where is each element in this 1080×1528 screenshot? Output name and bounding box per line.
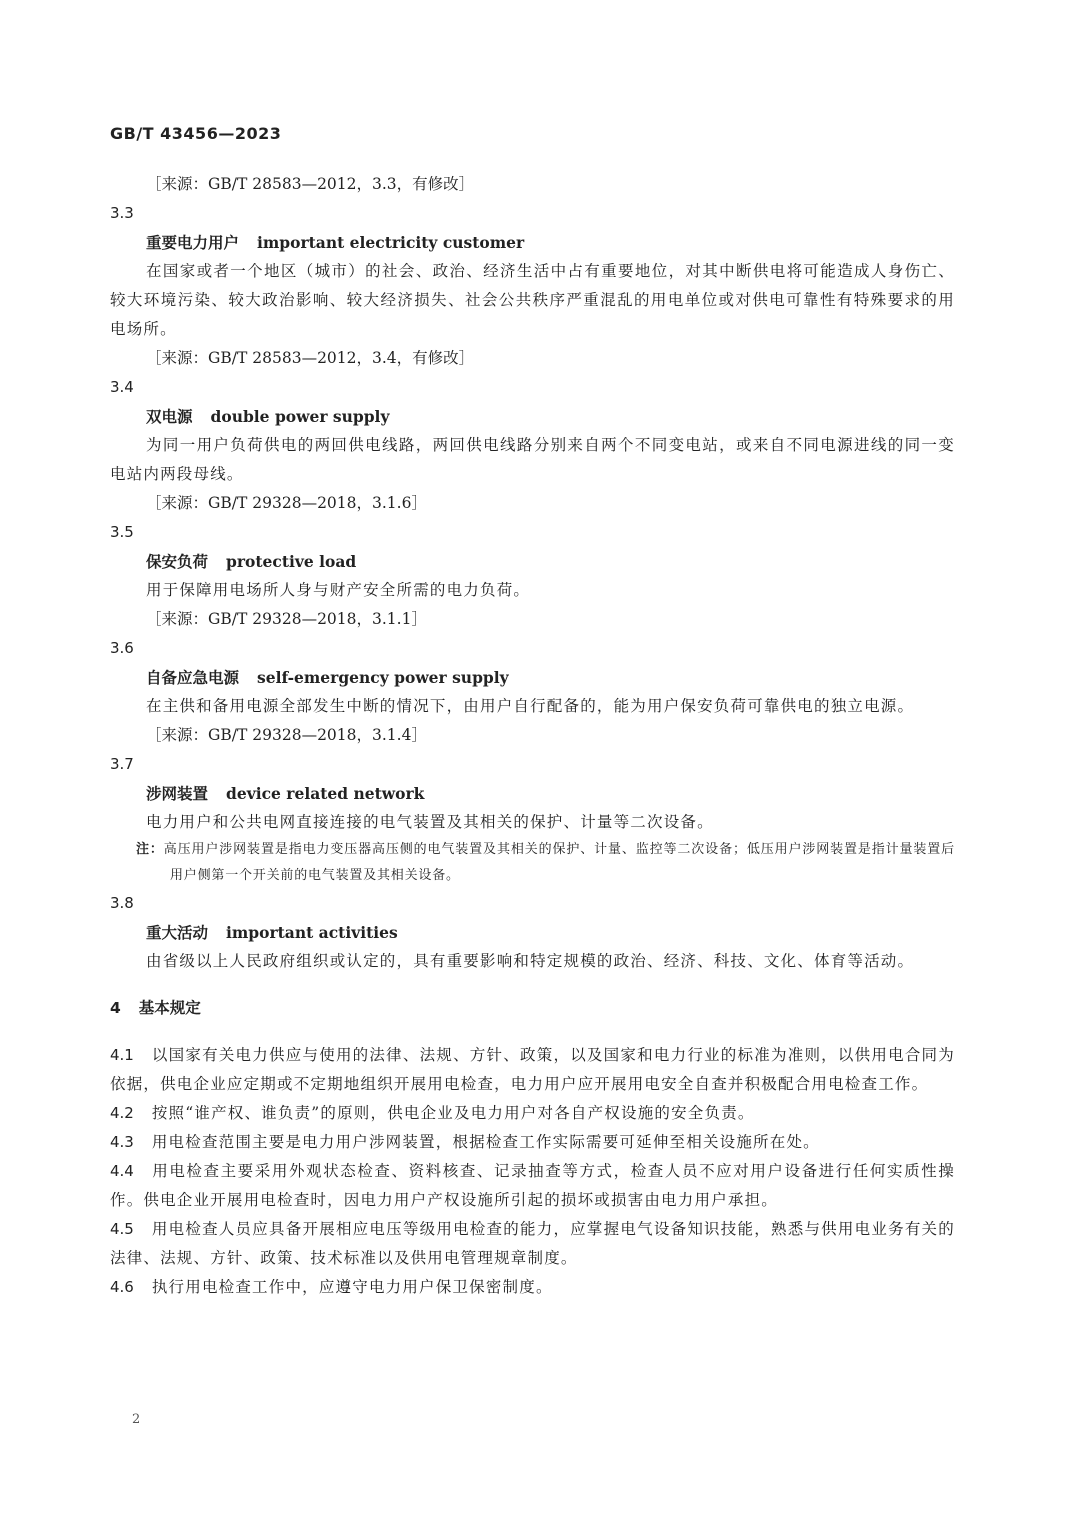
clause-4-3 [110,1128,955,1157]
clause-4-2 [110,1099,955,1128]
page-number: 2 [132,1412,141,1427]
clause-4-4 [110,1157,955,1215]
entry-number-3-3: 3.3 [110,204,134,222]
source-3-2: ［来源：GB/T 28583—2012，3.3，有修改］ [146,175,475,193]
section-heading-4 [110,994,955,1023]
term-3-6 [110,663,955,692]
definition-3-3: 在国家或者一个地区（城市）的社会、政治、经济生活中占有重要地位，对其中断供电将可能造成人身伤亡、较大环境污染、较大政治影响、较大经济损失、社会公共秩序严重混乱的用电单位或对供电可靠性有特殊要求的用电场所。 [110,262,955,338]
entry-number-3-6: 3.6 [110,639,134,657]
clause-text: 以国家有关电力供应与使用的法律、法规、方针、政策，以及国家和电力行业的标准为准则，以供用电合同为依据，供电企业应定期或不定期地组织开展用电检查，电力用户应开展用电安全自查并积极配合用电检查工作。 [110,1046,955,1093]
section-title: 基本规定 [138,999,201,1017]
definition-3-8: 由省级以上人民政府组织或认定的，具有重要影响和特定规模的政治、经济、科技、文化、体育等活动。 [146,952,915,970]
term-cn: 重要电力用户 [146,233,240,252]
clause-4-5 [110,1215,955,1273]
term-3-3 [110,228,955,257]
term-cn: 自备应急电源 [146,668,240,687]
clause-text: 用电检查主要采用外观状态检查、资料核查、记录抽查等方式，检查人员不应对用户设备进行任何实质性操作。供电企业开展用电检查时，因电力用户产权设施所引起的损坏或损害由电力用户承担。 [110,1162,955,1209]
definition-3-6: 在主供和备用电源全部发生中断的情况下，由用户自行配备的，能为用户保安负荷可靠供电的独立电源。 [146,697,915,715]
term-en: protective load [226,552,357,571]
term-en: self-emergency power supply [257,668,509,687]
source-3-5: ［来源：GB/T 29328—2018，3.1.1］ [146,610,427,628]
entry-number-3-8: 3.8 [110,894,134,912]
term-3-7 [110,779,955,808]
term-cn: 双电源 [146,407,193,426]
document-body [110,170,955,1302]
clause-text: 用电检查范围主要是电力用户涉网装置，根据检查工作实际需要可延伸至相关设施所在处。 [151,1133,820,1151]
entry-number-3-7: 3.7 [110,755,134,773]
note-3-7 [110,837,955,889]
term-en: double power supply [210,407,390,426]
term-3-4 [110,402,955,431]
clause-text: 按照“谁产权、谁负责”的原则，供电企业及电力用户对各自产权设施的安全负责。 [151,1104,755,1122]
clause-text: 执行用电检查工作中，应遵守电力用户保卫保密制度。 [151,1278,553,1296]
term-cn: 保安负荷 [146,552,209,571]
source-3-3: ［来源：GB/T 28583—2012，3.4，有修改］ [146,349,475,367]
source-3-4: ［来源：GB/T 29328—2018，3.1.6］ [146,494,427,512]
entry-number-3-5: 3.5 [110,523,134,541]
term-3-5 [110,547,955,576]
note-text: 高压用户涉网装置是指电力变压器高压侧的电气装置及其相关的保护、计量、监控等二次设备；低压用户涉网装置是指计量装置后用户侧第一个开关前的电气装置及其相关设备。 [163,842,955,883]
clause-number: 4.4 [110,1162,134,1180]
definition-3-7: 电力用户和公共电网直接连接的电气装置及其相关的保护、计量等二次设备。 [146,813,714,831]
definition-3-4: 为同一用户负荷供电的两回供电线路，两回供电线路分别来自两个不同变电站，或来自不同电源进线的同一变电站内两段母线。 [110,436,955,483]
clause-number: 4.3 [110,1133,134,1151]
term-en: device related network [226,784,425,803]
term-3-8 [110,918,955,947]
entry-number-3-4: 3.4 [110,378,134,396]
term-en: important electricity customer [257,233,525,252]
clause-number: 4.5 [110,1220,134,1238]
source-3-6: ［来源：GB/T 29328—2018，3.1.4］ [146,726,427,744]
clause-4-1 [110,1041,955,1099]
clause-4-6 [110,1273,955,1302]
clause-number: 4.6 [110,1278,134,1296]
section-number: 4 [110,999,121,1017]
term-cn: 重大活动 [146,923,209,942]
clause-number: 4.1 [110,1046,134,1064]
note-label: 注： [136,842,164,857]
clause-number: 4.2 [110,1104,134,1122]
clause-text: 用电检查人员应具备开展相应电压等级用电检查的能力，应掌握电气设备知识技能，熟悉与供用电业务有关的法律、法规、方针、政策、技术标准以及供用电管理规章制度。 [110,1220,955,1267]
definition-3-5: 用于保障用电场所人身与财产安全所需的电力负荷。 [146,581,531,599]
term-cn: 涉网装置 [146,784,209,803]
standard-number-header: GB/T 43456—2023 [110,124,282,143]
term-en: important activities [226,923,398,942]
